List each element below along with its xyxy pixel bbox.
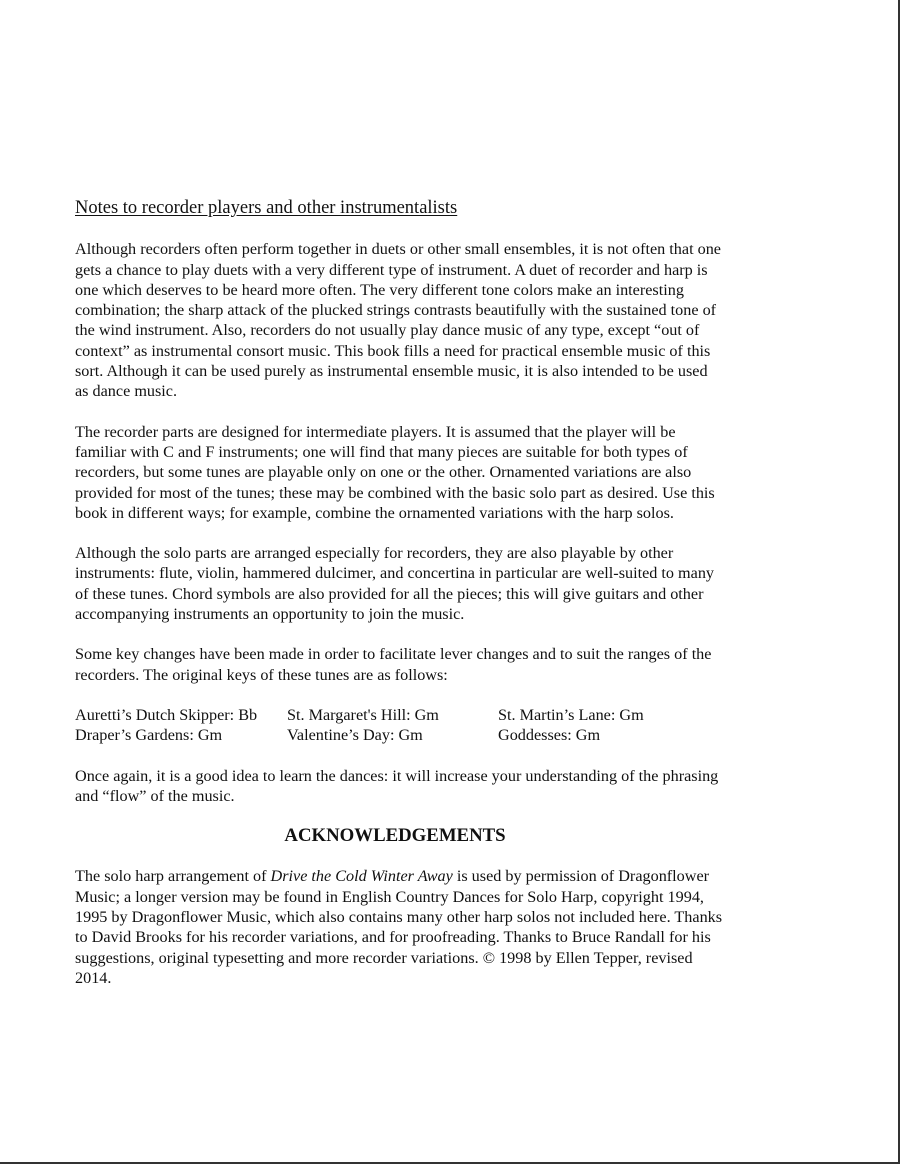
notes-paragraph-3: Although the solo parts are arranged especially for recorders, they are also playable by other instruments: flute, violin, hammered dulcimer, and concertina in particular are well-suited to many of these tunes. Chord symbols are also provided for all the pieces; this will give guitars and other accompanying instruments an opportunity to join the music. — [75, 544, 715, 624]
notes-closing: Once again, it is a good idea to learn the dances: it will increase your understanding of the phrasing and “flow” of the music. — [75, 766, 719, 805]
ack-body: is used by permission of Dragonflower Music; a longer version may be found in English Country Dances for Solo Harp, copyright 1994, 1995 by Dragonflower Music, which also contains many other harp solos not included here. Thanks to David Brooks for his recorder variations, and for proofreading. Thanks to Bruce Randall for his suggestions, original typesetting and more recorder variations. © 1998 by Ellen Tepper, revised 2014. — [75, 867, 723, 987]
notes-paragraph-1: Although recorders often perform together in duets or other small ensembles, it is not often that one gets a chance to play duets with a very different type of instrument. A duet of recorder and harp is one which deserves to be heard more often. The very different tone colors make an interesting combination; the sharp attack of the plucked strings contrasts beautifully with the sustained tone of the wind instrument. Also, recorders do not usually play dance music of any type, except “out of context” as instrumental consort music. This book fills a need for practical ensemble music of this sort. Although it can be used purely as instrumental ensemble music, it is also intended to be used as dance music. — [75, 240, 721, 401]
ack-tune-title: Drive the Cold Winter Away — [270, 867, 453, 886]
keys-row — [75, 725, 644, 745]
original-keys-table — [75, 705, 644, 746]
ack-lead: The solo harp arrangement of — [75, 867, 271, 886]
key-cell: Valentine’s Day: Gm — [287, 726, 423, 745]
key-cell: St. Margaret's Hill: Gm — [287, 705, 439, 724]
notes-paragraph-4: Some key changes have been made in order to facilitate lever changes and to suit the ranges of the recorders. The original keys of these tunes are as follows: — [75, 645, 712, 684]
notes-paragraph-2: The recorder parts are designed for intermediate players. It is assumed that the player will be familiar with C and F instruments; one will find that many pieces are suitable for both types of recorders, but some tunes are playable only on one or the other. Ornamented variations are also provided for most of the tunes; these may be combined with the basic solo part as desired. Use this book in different ways; for example, combine the ornamented variations with the harp solos. — [75, 422, 715, 522]
key-cell: Goddesses: Gm — [498, 726, 601, 745]
key-cell: Auretti’s Dutch Skipper: Bb — [75, 705, 258, 724]
document-page — [75, 198, 725, 1008]
acknowledgements-paragraph — [75, 866, 725, 988]
key-cell: St. Martin’s Lane: Gm — [498, 705, 644, 724]
notes-title: Notes to recorder players and other instrumentalists — [75, 198, 458, 218]
keys-row — [75, 705, 644, 725]
key-cell: Draper’s Gardens: Gm — [75, 726, 223, 745]
acknowledgements-heading: ACKNOWLEDGEMENTS — [284, 825, 506, 847]
